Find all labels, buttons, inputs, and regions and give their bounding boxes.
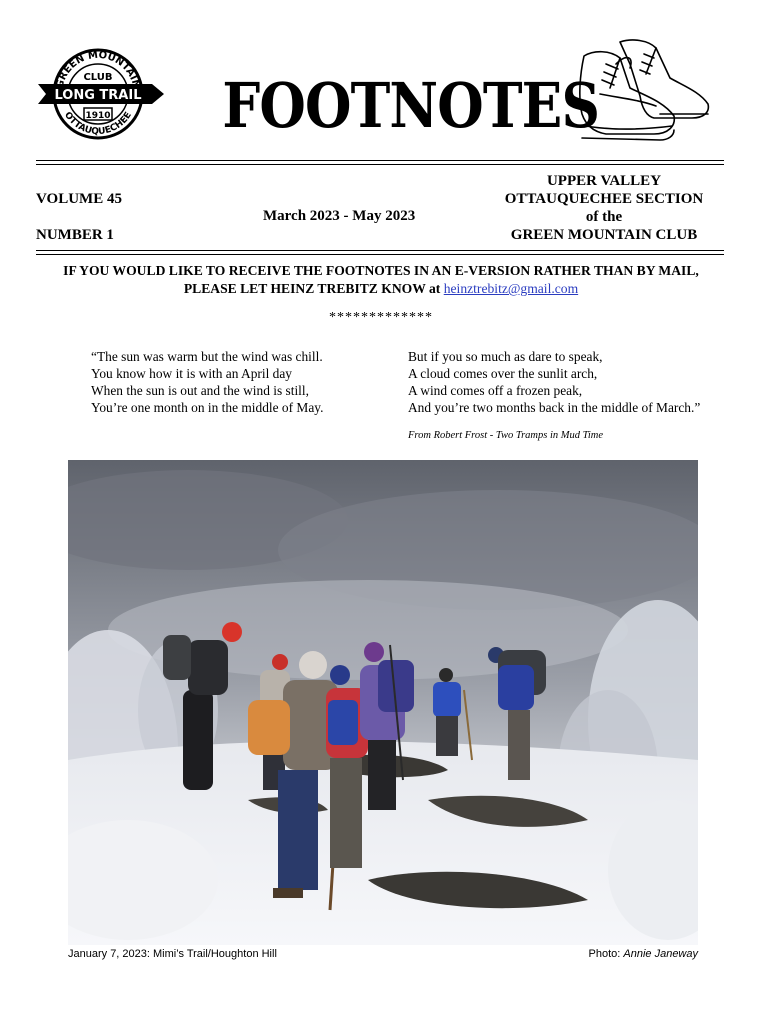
section-line: GREEN MOUNTAIN CLUB [510,227,698,243]
photo-caption: January 7, 2023: Mimi’s Trail/Houghton Hill [68,948,277,960]
svg-text:GREEN MOUNTAIN [54,50,141,90]
poem-line: You know how it is with an April day [91,366,292,381]
e-version-notice [36,262,726,298]
notice-text: PLEASE LET HEINZ TREBITZ KNOW at [183,281,441,296]
photo-credit-name: Annie Janeway [623,948,698,960]
section-line: of the [585,209,623,225]
section-name [494,172,714,244]
volume-label: VOLUME 45 [36,191,122,207]
poem-line: And you’re two months back in the middle of March.” [408,400,701,415]
logo-top-text: REEN MOUNTAI [57,49,139,83]
club-logo [36,44,166,144]
hikers-photo [68,460,698,945]
logo-club-text: CLUB [83,72,113,83]
notice-line-1: IF YOU WOULD LIKE TO RECEIVE THE FOOTNOTES IN AN E-VERSION RATHER THAN BY MAIL, [63,263,699,278]
header-rule-top-2 [36,164,724,165]
poem-line: But if you so much as dare to speak, [408,349,603,364]
number-label: NUMBER 1 [36,227,114,243]
poem-line: “The sun was warm but the wind was chill. [91,349,323,364]
section-line: UPPER VALLEY [546,173,662,189]
poem-line: A wind comes off a frozen peak, [408,383,583,398]
logo-year-text: 1910 [85,111,111,121]
notice-line-2 [36,280,726,298]
hiking-boots-illustration [560,34,715,146]
poem-line: You’re one month on in the middle of May. [91,400,324,415]
logo-banner-text: LONG TRAIL [54,88,142,103]
photo-credit-label: Photo: [588,948,621,960]
poem-attribution: From Robert Frost - Two Tramps in Mud Time [408,430,604,441]
email-link[interactable]: heinztrebitz@gmail.com [443,281,579,296]
section-line: OTTAUQUECHEE SECTION [504,191,704,207]
poem-right-stanza [408,348,700,416]
header-rule-bottom-2 [36,254,724,255]
logo-bottom-text: OTTAUQUECHEE [62,110,134,138]
masthead-title: FOOTNOTES [222,69,600,142]
separator: ************* [329,310,433,325]
poem-line: A cloud comes over the sunlit arch, [408,366,598,381]
header-rule-top [36,160,724,161]
issue-date: March 2023 - May 2023 [263,208,416,224]
photo-credit [589,948,698,960]
poem-line: When the sun is out and the wind is still, [91,383,309,398]
header-rule-bottom [36,250,724,251]
poem-left-stanza [91,348,323,416]
